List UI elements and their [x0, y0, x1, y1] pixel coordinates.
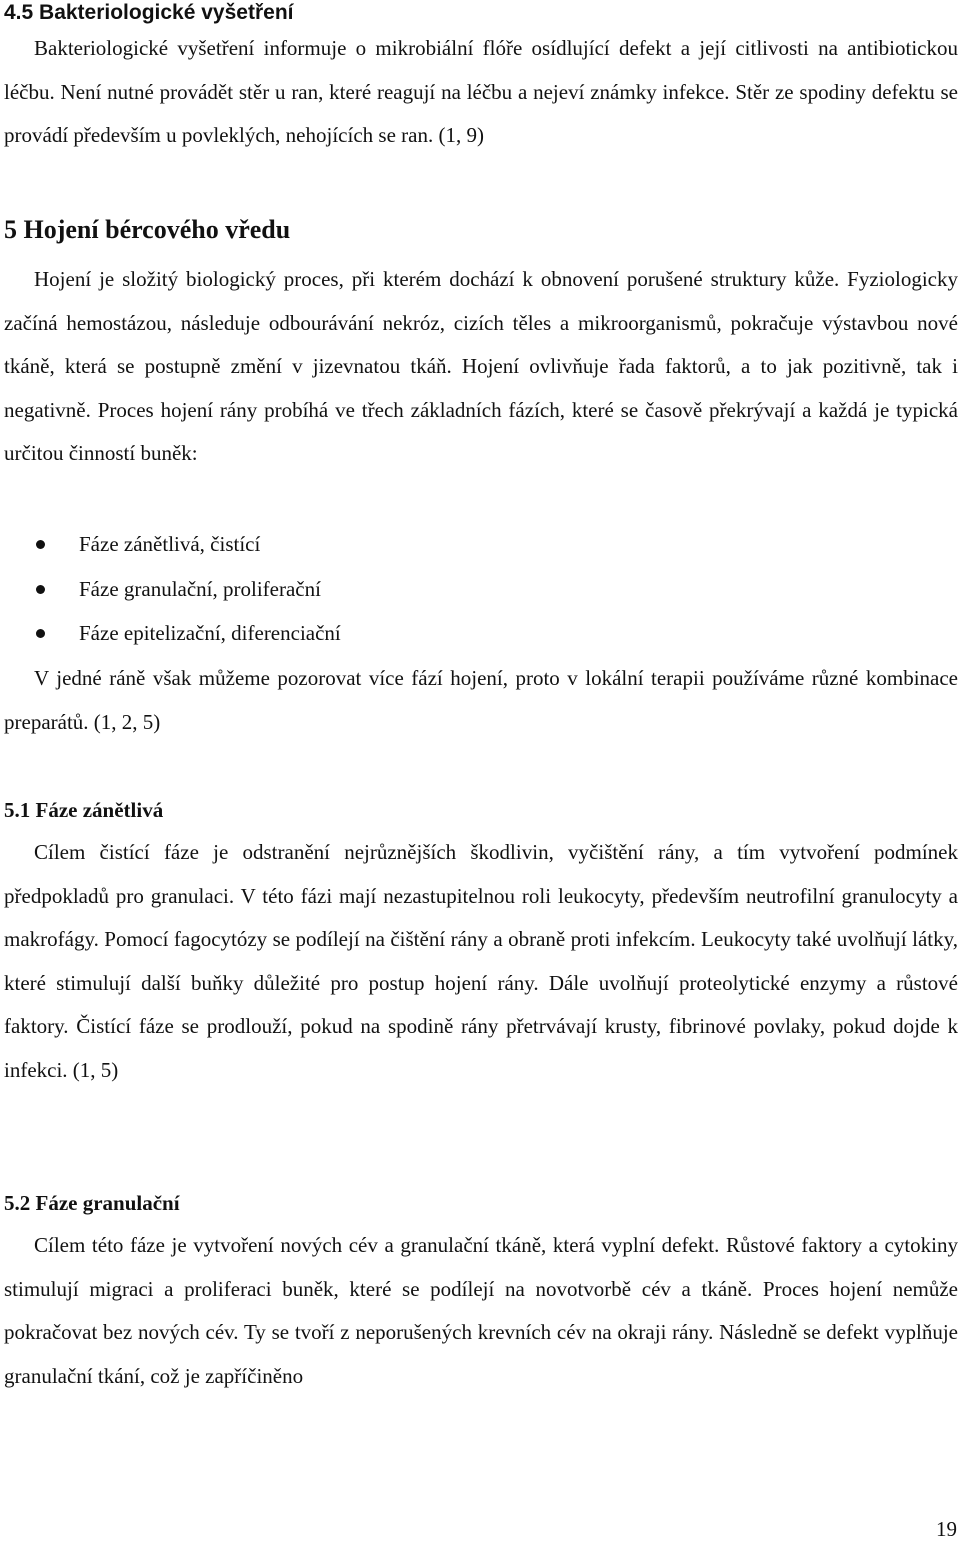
- list-item: [0, 611, 958, 656]
- healing-phases-list: [0, 522, 958, 656]
- heading-5-2: 5.2 Fáze granulační: [4, 1191, 180, 1215]
- bullet-icon: [36, 629, 45, 638]
- list-item: [0, 567, 958, 612]
- paragraph-bacteriological-exam: Bakteriologické vyšetření informuje o mikrobiální flóře osídlující defekt a její citlivosti na antibiotickou léčbu. Není nutné provádět stěr u ran, které reagují na léčbu a nejeví známky infekce. Stěr ze spodiny defektu se provádí především u povleklých, nehojících se ran. (1, 9): [4, 36, 958, 148]
- paragraph-inflammatory-phase: Cílem čistící fáze je odstranění nejrůznějších škodlivin, vyčištění rány, a tím vytvoření podmínek předpokladů pro granulaci. V této fázi mají nezastupitelnou roli leukocyty, především neutrofilní granulocyty a makrofágy. Pomocí fagocytózy se podílejí na čištění rány a obraně proti infekcím. Leukocyty také uvolňují látky, které stimulují další buňky důležité pro postup hojení rány. Dále uvolňují proteolytické enzymy a růstové faktory. Čistící fáze se prodlouží, pokud na spodině rány přetrvávají krusty, fibrinové povlaky, pokud dojde k infekci. (1, 5): [4, 840, 958, 1082]
- heading-5: 5 Hojení bércového vředu: [4, 215, 291, 244]
- heading-5-1: 5.1 Fáze zánětlivá: [4, 798, 164, 822]
- paragraph-granulation-phase: Cílem této fáze je vytvoření nových cév a granulační tkáně, která vyplní defekt. Růstové faktory a cytokiny stimulují migraci a proliferaci buněk, které se podílejí na novotvorbě cév a tkáně. Proces hojení nemůže pokračovat bez nových cév. Ty se tvoří z neporušených krevních cév na okraji rány. Následně se defekt vyplňuje granulační tkání, což je zapříčiněno: [4, 1233, 958, 1388]
- list-item-label: Fáze granulační, proliferační: [79, 576, 321, 601]
- page-number: 19: [936, 1517, 957, 1541]
- list-item-label: Fáze epitelizační, diferenciační: [79, 621, 341, 645]
- bullet-icon: [36, 585, 45, 594]
- paragraph-healing-closing: V jedné ráně však můžeme pozorovat více fází hojení, proto v lokální terapii používáme různé kombinace preparátů. (1, 2, 5): [4, 666, 958, 734]
- paragraph-healing-intro: Hojení je složitý biologický proces, při kterém dochází k obnovení porušené struktury kůže. Fyziologicky začíná hemostázou, následuje odbourávání nekróz, cizích těles a mikroorganismů, pokračuje výstavbou nové tkáně, která se postupně změní v jizevnatou tkáň. Hojení ovlivňuje řada faktorů, a to jak pozitivně, tak i negativně. Proces hojení rány probíhá ve třech základních fázích, které se časově překrývají a každá je typická určitou činností buněk:: [4, 267, 958, 466]
- heading-4-5: 4.5 Bakteriologické vyšetření: [4, 1, 294, 24]
- list-item-label: Fáze zánětlivá, čistící: [79, 532, 261, 556]
- list-item: [0, 522, 958, 567]
- bullet-icon: [36, 540, 45, 549]
